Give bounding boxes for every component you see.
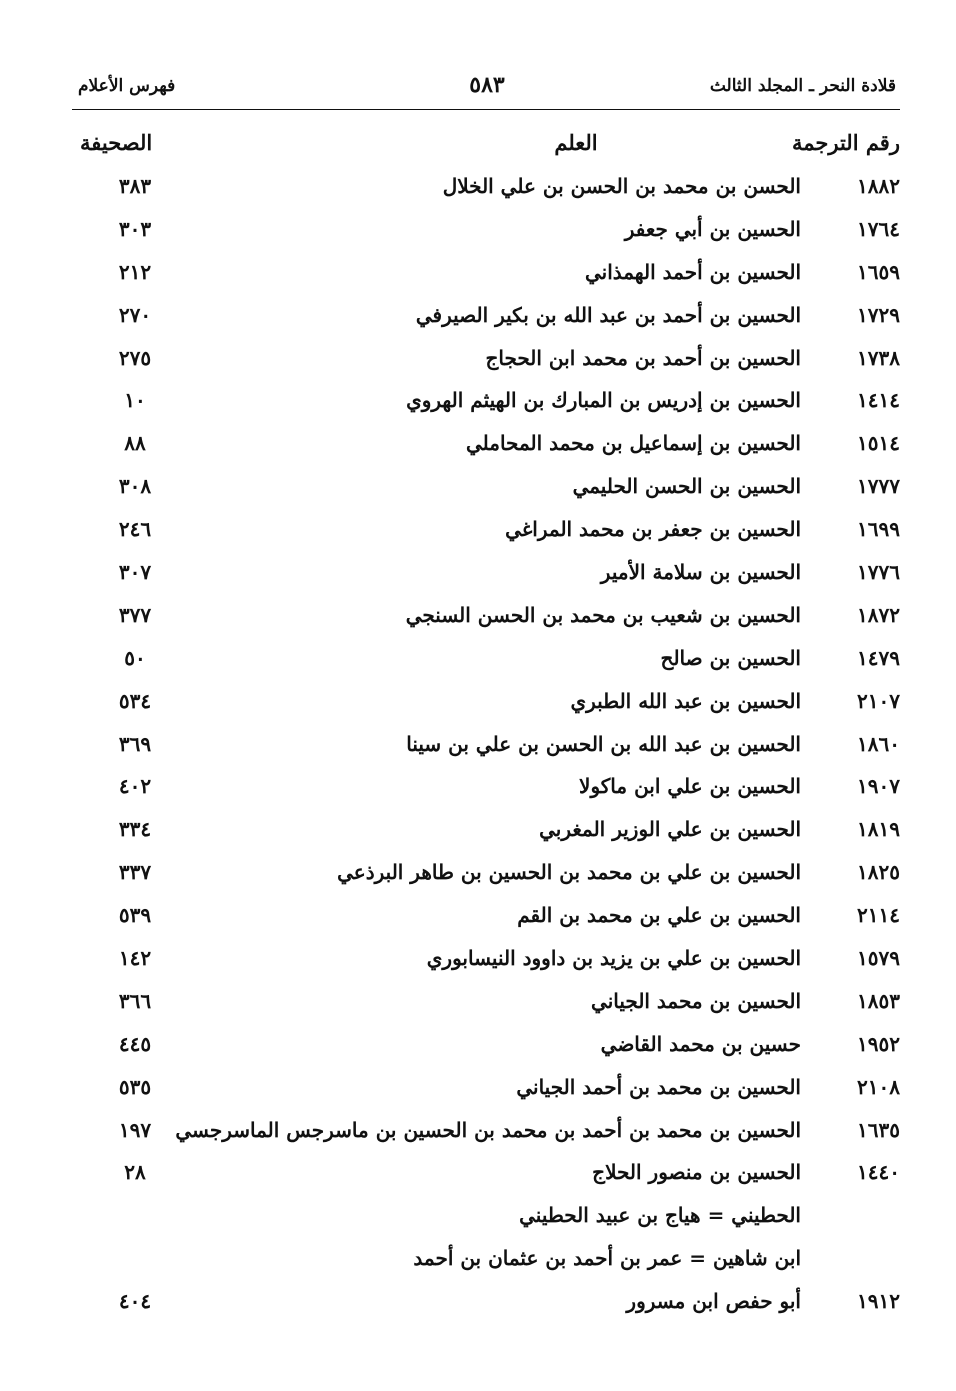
index-entry (0, 340, 956, 383)
index-entries (0, 168, 956, 1326)
entry-page: ٣٦٦ (118, 988, 152, 1013)
index-entry (0, 254, 956, 297)
entry-number: ١٨١٩ (857, 817, 900, 842)
entry-page: ٢٤٦ (118, 517, 152, 542)
index-entry (0, 297, 956, 340)
index-entry (0, 1069, 956, 1112)
entry-page: ٥٣٩ (118, 903, 152, 928)
index-entry (0, 897, 956, 940)
entry-number: ١٨٦٠ (857, 731, 900, 756)
entry-name: الحسين بن أحمد الهمذاني (584, 259, 801, 284)
entry-page: ٣٣٧ (118, 860, 152, 885)
header-rule (72, 109, 900, 110)
entry-number: ١٤٤٠ (857, 1160, 900, 1185)
entry-page: ٣٧٧ (118, 602, 152, 627)
column-header-page: الصحيفة (80, 130, 153, 155)
entry-name: الحسين بن علي بن محمد بن الحسين بن طاهر البرذعي (337, 860, 801, 885)
entry-name: ابن شاهين = عمر بن أحمد بن عثمان بن أحمد (413, 1246, 801, 1271)
entry-page: ١٩٧ (118, 1117, 152, 1142)
index-entry (0, 554, 956, 597)
column-header-name: العلم (554, 130, 598, 155)
entry-page: ٣٠٧ (118, 560, 152, 585)
column-header-number: رقم الترجمة (791, 130, 900, 155)
entry-name: أبو حفص ابن مسرور (626, 1289, 801, 1314)
entry-name: الحسين بن جعفر بن محمد المراغي (505, 517, 801, 542)
index-entry (0, 726, 956, 769)
entry-number: ١٥١٤ (857, 431, 900, 456)
entry-number: ١٦٣٥ (857, 1117, 900, 1142)
running-header (78, 72, 896, 102)
entry-name: حسين بن محمد القاضي (600, 1031, 801, 1056)
entry-name: الحطيني = هياج بن عبيد الحطيني (519, 1203, 801, 1228)
entry-name: الحسين بن أبي جعفر (624, 216, 801, 241)
entry-page: ٥٠ (124, 645, 146, 670)
book-title: قلادة النحر ـ المجلد الثالث (709, 76, 896, 96)
index-entry (0, 211, 956, 254)
entry-page: ٤٠٢ (118, 774, 152, 799)
index-entry (0, 1112, 956, 1155)
entry-page: ٢٨ (124, 1160, 146, 1185)
entry-number: ١٧٧٧ (857, 474, 900, 499)
entry-number: ١٤١٤ (857, 388, 900, 413)
index-entry (0, 468, 956, 511)
index-entry (0, 511, 956, 554)
entry-name: الحسين بن الحسن الحليمي (572, 474, 801, 499)
entry-page: ٣٠٣ (118, 216, 152, 241)
entry-page: ٣٨٣ (118, 174, 152, 198)
entry-number: ١٩٥٢ (857, 1031, 900, 1056)
entry-page: ٥٣٥ (118, 1074, 152, 1099)
entry-name: الحسين بن علي بن محمد بن القم (517, 903, 801, 928)
entry-number: ١٦٩٩ (857, 517, 900, 542)
index-entry (0, 983, 956, 1026)
index-entry (0, 1283, 956, 1326)
entry-page: ٨٨ (124, 431, 146, 456)
entry-number: ١٧٧٦ (857, 560, 900, 585)
entry-name: الحسين بن شعيب بن محمد بن الحسن السنجي (405, 602, 801, 627)
index-entry (0, 854, 956, 897)
index-entry (0, 1197, 956, 1240)
entry-number: ٢١٠٨ (857, 1074, 900, 1099)
entry-page: ٣٣٤ (118, 817, 152, 842)
entry-name: الحسين بن علي الوزير المغربي (539, 817, 801, 842)
index-entry (0, 168, 956, 211)
index-entry (0, 940, 956, 983)
entry-number: ١٤٧٩ (857, 645, 900, 670)
entry-page: ٥٣٤ (118, 688, 152, 713)
entry-number: ١٧٦٤ (857, 216, 900, 241)
entry-name: الحسين بن صالح (660, 645, 801, 670)
entry-page: ٢٧٥ (118, 345, 152, 370)
index-entry (0, 811, 956, 854)
entry-page: ٣٠٨ (118, 474, 152, 499)
entry-number: ١٩٠٧ (857, 774, 900, 799)
entry-page: ٤٤٥ (118, 1031, 152, 1056)
entry-name: الحسين بن محمد الجياني (591, 988, 801, 1013)
entry-number: ١٦٥٩ (857, 259, 900, 284)
index-entry (0, 597, 956, 640)
index-entry (0, 768, 956, 811)
index-entry (0, 683, 956, 726)
entry-name: الحسين بن إدريس بن المبارك بن الهيثم الهروي (406, 388, 801, 413)
index-entry (0, 1026, 956, 1069)
entry-number: ١٧٢٩ (857, 302, 900, 327)
section-title: فهرس الأعلام (78, 76, 176, 96)
page-number: ٥٨٣ (469, 72, 505, 98)
entry-number: ١٩١٢ (857, 1289, 900, 1314)
index-entry (0, 640, 956, 683)
entry-name: الحسين بن محمد بن أحمد الجياني (516, 1074, 801, 1099)
entry-page: ١٠ (124, 388, 146, 413)
entry-number: ١٨٧٢ (857, 602, 900, 627)
entry-number: ١٧٣٨ (857, 345, 900, 370)
entry-name: الحسين بن عبد الله بن الحسن بن علي بن سينا (406, 731, 801, 756)
entry-page: ٢١٢ (118, 259, 152, 284)
entry-name: الحسين بن منصور الحلاج (592, 1160, 801, 1185)
entry-page: ٣٦٩ (118, 731, 152, 756)
entry-page: ٢٧٠ (118, 302, 152, 327)
entry-number: ٢١٠٧ (857, 688, 900, 713)
index-entry (0, 1240, 956, 1283)
entry-name: الحسين بن سلامة الأمير (600, 560, 801, 585)
entry-name: الحسين بن علي بن يزيد بن داوود النيسابوري (426, 946, 801, 971)
entry-name: الحسين بن أحمد بن عبد الله بن بكير الصيرفي (415, 302, 801, 327)
entry-page: ٤٠٤ (118, 1289, 152, 1314)
entry-number: ١٨٥٣ (857, 988, 900, 1013)
entry-number: ٢١١٤ (857, 903, 900, 928)
index-entry (0, 382, 956, 425)
index-entry (0, 1154, 956, 1197)
entry-number: ١٨٨٢ (857, 174, 900, 198)
entry-name: الحسين بن أحمد بن محمد ابن الحجاج (485, 345, 801, 370)
index-entry (0, 425, 956, 468)
entry-name: الحسين بن محمد بن أحمد بن محمد بن الحسين بن ماسرجس الماسرجسي (175, 1117, 801, 1142)
entry-name: الحسن بن محمد بن الحسن بن علي الخلال (442, 174, 801, 198)
entry-page: ١٤٢ (118, 946, 152, 971)
column-headers (0, 130, 956, 164)
entry-name: الحسين بن عبد الله الطبري (570, 688, 801, 713)
entry-name: الحسين بن علي ابن ماكولا (579, 774, 801, 799)
entry-name: الحسين بن إسماعيل بن محمد المحاملي (465, 431, 801, 456)
entry-number: ١٥٧٩ (857, 946, 900, 971)
entry-number: ١٨٢٥ (857, 860, 900, 885)
